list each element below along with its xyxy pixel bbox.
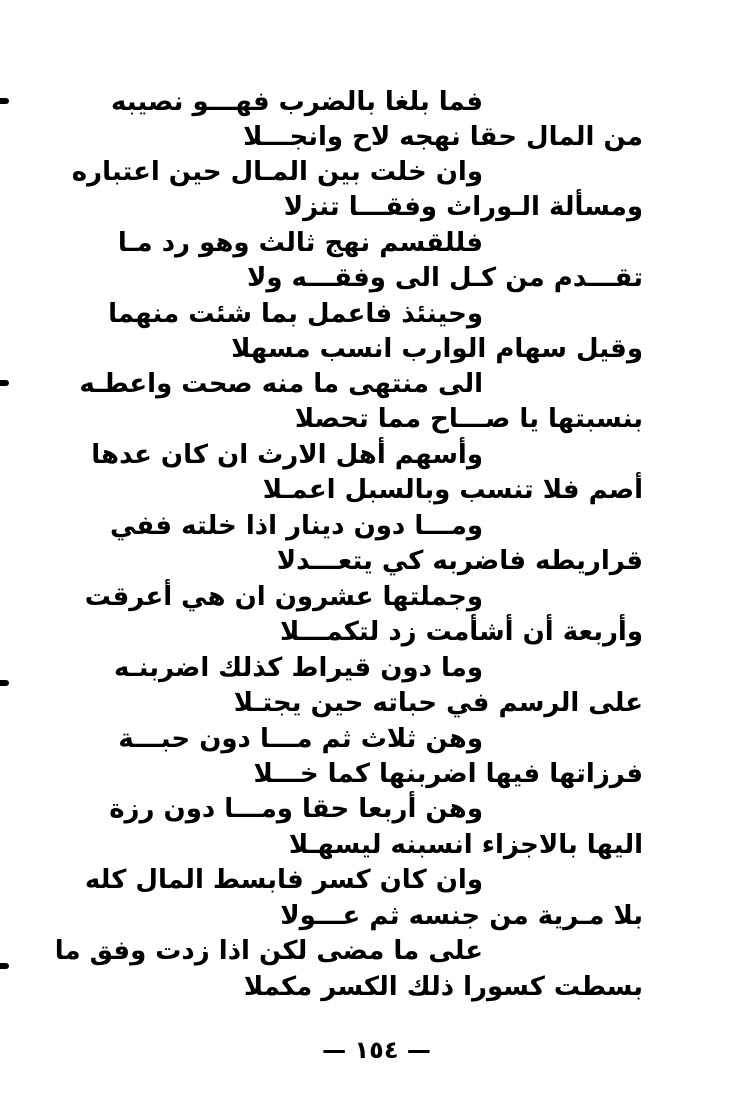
poem-line-2: من المال حقا نهجه لاح وانجـــلا — [243, 122, 643, 152]
poem-line-18: على الرسم في حباته حين يجتـلا — [233, 688, 643, 718]
poem-line-3: وان خلت بين المـال حين اعتباره — [71, 157, 483, 187]
margin-mark — [0, 680, 9, 686]
poem-line-4: ومسألة الـوراث وفقـــا تنزلا — [283, 192, 643, 222]
margin-mark — [0, 98, 9, 104]
poem-line-25: على ما مضى لكن اذا زدت وفق ما — [54, 936, 483, 966]
poem-line-8: وقيل سهام الوارب انسب مسهلا — [231, 334, 643, 364]
poem-line-21: وهن أربعا حقا ومـــا دون رزة — [109, 794, 483, 824]
poem-line-1: فما بلغا بالضرب فهـــو نصيبه — [111, 87, 483, 117]
poem-line-6: تقـــدم من كـل الى وفقـــه ولا — [246, 263, 643, 293]
poem-line-19: وهن ثلاث ثم مـــا دون حبـــة — [118, 724, 483, 754]
poem-line-14: قراريطه فاضربه كي يتعـــدلا — [276, 546, 643, 576]
poem-line-11: وأسهم أهل الارث ان كان عدها — [91, 440, 483, 470]
poem-line-5: فللقسم نهج ثالث وهو رد مـا — [117, 228, 483, 258]
poem-line-9: الى منتهى ما منه صحت واعطـه — [79, 369, 483, 399]
poem-line-7: وحينئذ فاعمل بما شئت منهما — [108, 299, 483, 329]
poem-line-20: فرزاتها فيها اضربنها كما خـــلا — [253, 759, 643, 789]
poem-line-17: وما دون قيراط كذلك اضربنـه — [113, 653, 483, 683]
poem-line-12: أصم فلا تنسب وبالسبل اعمـلا — [262, 475, 643, 505]
margin-mark — [0, 963, 9, 969]
poem-line-13: ومـــا دون دينار اذا خلته ففي — [109, 511, 483, 541]
page-number: — ١٥٤ — — [322, 1036, 431, 1064]
poem-line-16: وأربعة أن أشأمت زد لتكمـــلا — [279, 617, 643, 647]
poem-line-22: اليها بالاجزاء انسبنه ليسهـلا — [288, 830, 643, 860]
poem-line-10: بنسبتها يا صـــاح مما تحصلا — [294, 404, 643, 434]
poem-line-23: وان كان كسر فابسط المال كله — [84, 865, 483, 895]
poem-line-24: بلا مـرية من جنسه ثم عـــولا — [280, 901, 643, 931]
poem-line-15: وجملتها عشرون ان هي أعرقت — [84, 582, 483, 612]
margin-mark — [0, 380, 9, 386]
poem-line-26: بسطت كسورا ذلك الكسر مكملا — [243, 972, 643, 1002]
